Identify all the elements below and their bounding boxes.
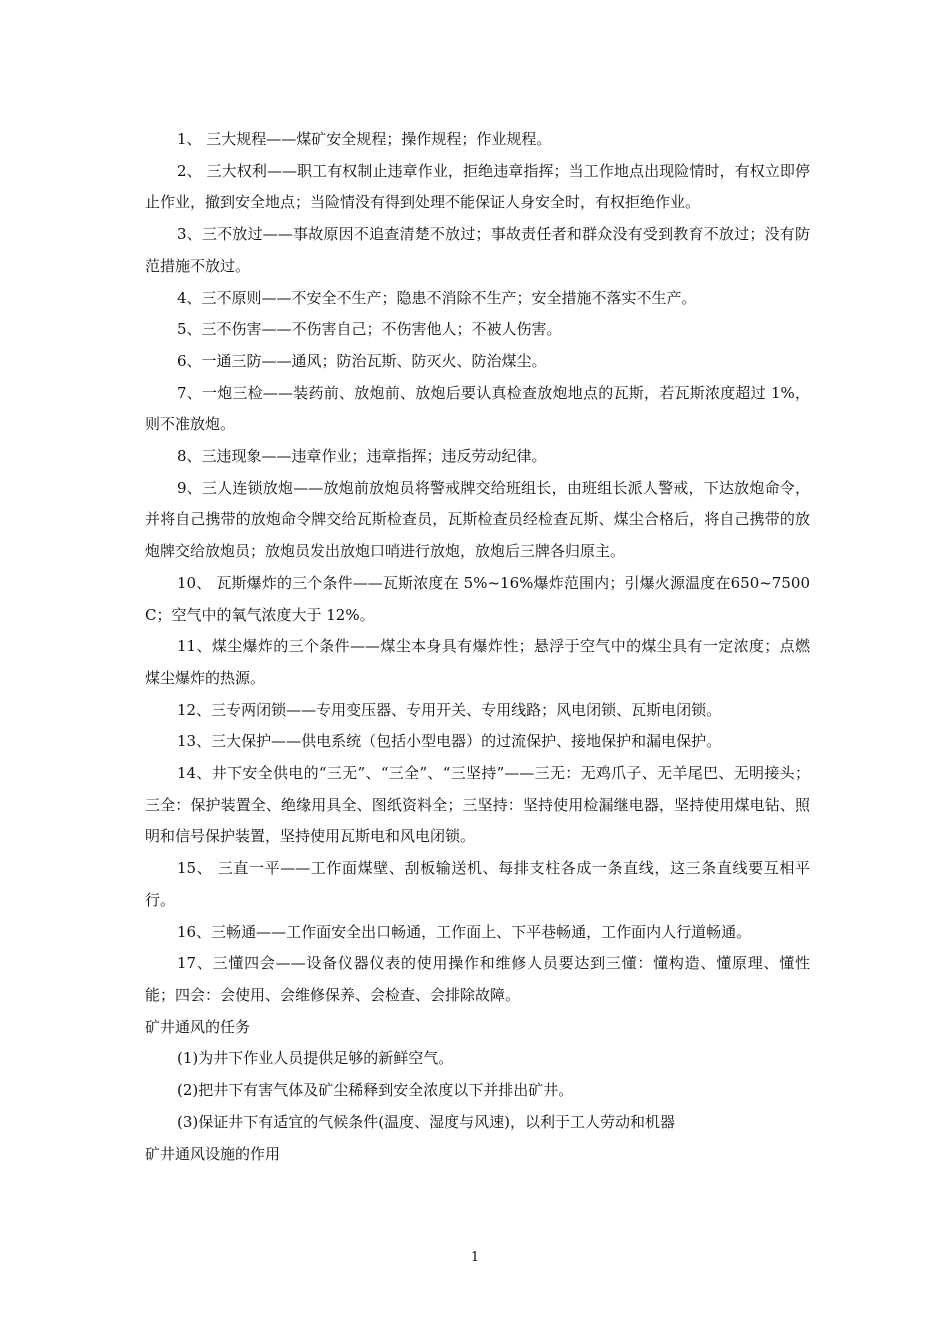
list-item-12: 12、三专两闭锁——专用变压器、专用开关、专用线路；风电闭锁、瓦斯电闭锁。 [177,700,722,719]
page-number: 1 [470,1250,480,1265]
list-item-17: 17、三懂四会——设备仪器仪表的使用操作和维修人员要达到三懂：懂构造、懂原理、懂性能；四会：会使用、会维修保养、会检查、会排除故障。 [145,954,810,1004]
list-item-2: 2、 三大权利——职工有权制止违章作业，拒绝违章指挥；当工作地点出现险情时，有权立即停止作业，撤到安全地点；当险情没有得到处理不能保证人身安全时，有权拒绝作业。 [145,161,810,212]
list-item-16: 16、三畅通——工作面安全出口畅通，工作面上、下平巷畅通，工作面内人行道畅通。 [177,922,752,941]
section-item-2: (2)把井下有害气体及矿尘稀释到安全浓度以下并排出矿井。 [177,1081,574,1100]
section-item-3: (3)保证井下有适宜的气候条件(温度、湿度与风速)，以利于工人劳动和机器 [177,1112,675,1131]
list-item-5: 5、三不伤害——不伤害自己；不伤害他人；不被人伤害。 [177,320,562,339]
list-item-10: 10、 瓦斯爆炸的三个条件——瓦斯浓度在 5%~16%爆炸范围内；引爆火源温度在650~7500C；空气中的氧气浓度大于 12%。 [145,573,810,624]
list-item-4: 4、三不原则——不安全不生产；隐患不消除不生产；安全措施不落实不生产。 [177,288,697,307]
list-item-3: 3、三不放过——事故原因不追查清楚不放过；事故责任者和群众没有受到教育不放过；没有防范措施不放过。 [145,225,810,275]
list-item-13: 13、三大保护——供电系统（包括小型电器）的过流保护、接地保护和漏电保护。 [177,732,722,751]
section-heading-ventilation-tasks: 矿井通风的任务 [145,1017,251,1036]
list-item-9: 9、三人连锁放炮——放炮前放炮员将警戒牌交给班组长，由班组长派人警戒，下达放炮命令，并将自己携带的放炮命令牌交给瓦斯检查员，瓦斯检查员经检查瓦斯、煤尘合格后，将自己携带的放炮牌交给放炮员；放炮员发出放炮口哨进行放炮，放炮后三牌各归原主。 [145,478,810,561]
list-item-15: 15、 三直一平——工作面煤壁、刮板输送机、每排支柱各成一条直线，这三条直线要互相平行。 [145,859,810,909]
list-item-11: 11、煤尘爆炸的三个条件——煤尘本身具有爆炸性；悬浮于空气中的煤尘具有一定浓度；点燃煤尘爆炸的热源。 [145,637,810,687]
section-heading-ventilation-facilities: 矿井通风设施的作用 [145,1144,281,1163]
section-item-1: (1)为井下作业人员提供足够的新鲜空气。 [177,1049,454,1068]
list-item-1: 1、 三大规程——煤矿安全规程；操作规程；作业规程。 [177,130,552,148]
list-item-14: 14、井下安全供电的“三无”、“三全”、“三坚持”——三无：无鸡爪子、无羊尾巴、无明接头；三全：保护装置全、绝缘用具全、图纸资料全；三坚持：坚持使用检漏继电器，坚持使用煤电钻、照明和信号保护装置，坚持使用瓦斯电和风电闭锁。 [145,764,810,846]
document-body [145,124,810,1170]
list-item-6: 6、一通三防——通风；防治瓦斯、防灭火、防治煤尘。 [177,351,547,370]
list-item-7: 7、一炮三检——装药前、放炮前、放炮后要认真检查放炮地点的瓦斯，若瓦斯浓度超过 1%，则不准放炮。 [145,383,810,434]
list-item-8: 8、三违现象——违章作业；违章指挥；违反劳动纪律。 [177,447,547,466]
